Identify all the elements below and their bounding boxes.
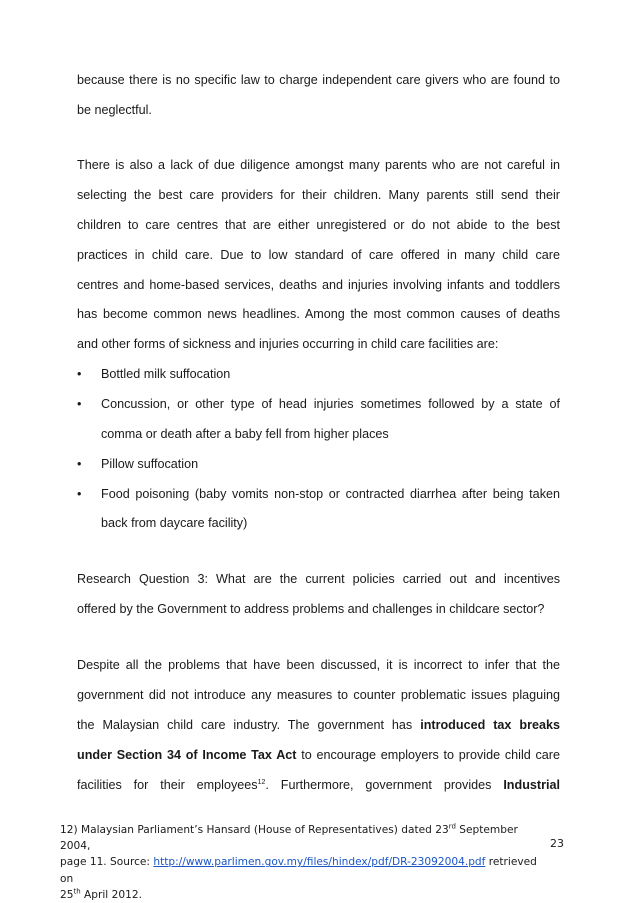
text-line: Despite all the problems that have been discussed, it is incorrect to infer that the: [77, 658, 560, 672]
footnote-line: [60, 887, 550, 903]
list-item: [77, 480, 560, 510]
list-item: [77, 450, 560, 480]
list-item: [77, 360, 560, 390]
list-item-text: Bottled milk suffocation: [101, 367, 231, 381]
text-line: There is also a lack of due diligence amongst many parents who are not careful in: [77, 158, 560, 172]
paragraph-due-diligence: [77, 151, 560, 360]
footnote-line: [60, 822, 550, 854]
source-link[interactable]: http://www.parlimen.gov.my/files/hindex/pdf/DR-23092004.pdf: [153, 856, 486, 869]
text-line: and other forms of sickness and injuries occurring in child care facilities are:: [77, 337, 499, 352]
text-line: [77, 711, 560, 741]
bold-text: under Section 34 of Income Tax Act: [77, 747, 297, 762]
footnote-text: 25: [60, 888, 74, 901]
footnote: [60, 822, 550, 903]
text-segment: to encourage employers to provide child care: [296, 747, 560, 762]
footnote-text: retrieved on: [60, 856, 537, 885]
footnote-reference[interactable]: 12: [257, 778, 266, 786]
text-line: be neglectful.: [77, 102, 152, 117]
text-line: centres and home-based services, deaths and injuries involving infants and toddlers: [77, 277, 560, 292]
page-number: 23: [550, 837, 564, 850]
text-line: practices in child care. Due to low standard of care offered in many child care: [77, 247, 560, 262]
paragraph-government-measures: [77, 651, 560, 800]
footnote-line: [60, 854, 550, 886]
text-line: Research Question 3: What are the current policies carried out and incentives: [77, 572, 560, 586]
text-line: has become common news headlines. Among the most common causes of deaths: [77, 307, 560, 322]
bold-text: Industrial: [503, 777, 560, 792]
footnote-text: September 2004,: [60, 824, 518, 853]
text-line: because there is no specific law to charge independent care givers who are found to: [77, 73, 560, 87]
footnote-text: page 11. Source:: [60, 856, 154, 869]
list-item-continuation: comma or death after a baby fell from higher places: [101, 426, 389, 441]
bullet-marker: •: [77, 486, 82, 501]
bullet-marker: •: [77, 396, 82, 411]
text-line: [77, 741, 560, 771]
text-line: selecting the best care providers for their children. Many parents still send their: [77, 187, 560, 202]
superscript: th: [73, 887, 81, 896]
causes-list: [77, 360, 560, 539]
superscript: rd: [448, 822, 456, 831]
paragraph-continuation: [77, 66, 560, 126]
text-line: government did not introduce any measures to counter problematic issues plaguing: [77, 687, 560, 702]
list-item-text: Pillow suffocation: [101, 456, 199, 471]
footnote-text: April 2012.: [80, 888, 142, 901]
list-item: [77, 390, 560, 420]
bullet-marker: •: [77, 456, 82, 471]
research-question: [77, 565, 560, 625]
text-segment: the Malaysian child care industry. The government has: [77, 717, 421, 732]
footnote-text: 12) Malaysian Parliament’s Hansard (House of Representatives) dated 23: [60, 824, 449, 836]
text-line: offered by the Government to address problems and challenges in childcare sector?: [77, 601, 545, 616]
text-line: children to care centres that are either unregistered or do not abide to the best: [77, 217, 560, 232]
text-segment: facilities for their employees: [77, 777, 258, 792]
text-segment: . Furthermore, government provides: [265, 777, 504, 792]
list-item-text: Food poisoning (baby vomits non-stop or contracted diarrhea after being taken: [101, 486, 560, 501]
list-item-text: Concussion, or other type of head injuries sometimes followed by a state of: [101, 396, 560, 411]
bullet-marker: •: [77, 367, 82, 381]
list-item-continuation: back from daycare facility): [101, 516, 248, 531]
bold-text: introduced tax breaks: [420, 717, 560, 732]
text-line: [77, 771, 560, 801]
